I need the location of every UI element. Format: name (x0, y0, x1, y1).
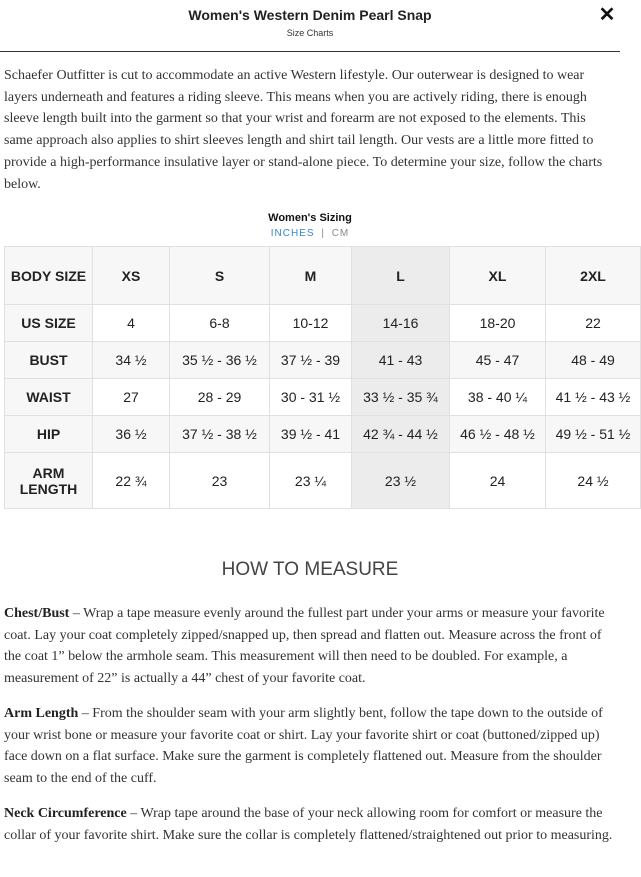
how-to-measure-heading: HOW TO MEASURE (221, 559, 399, 581)
table-cell: 28 - 29 (170, 379, 270, 416)
table-corner-header: BODY SIZE (5, 247, 93, 305)
size-column-header: L (352, 247, 450, 305)
table-cell: 34 ½ (93, 342, 170, 379)
size-column-header: XL (450, 247, 546, 305)
table-cell: 42 ¾ - 44 ½ (352, 416, 450, 453)
measure-arm (4, 703, 616, 789)
measure-term: Chest/Bust (4, 606, 70, 622)
modal-header (0, 0, 620, 52)
table-cell: 4 (93, 305, 170, 342)
table-cell: 39 ½ - 41 (270, 416, 352, 453)
table-cell: 49 ½ - 51 ½ (546, 416, 641, 453)
row-label: US SIZE (5, 305, 93, 342)
table-cell: 22 ¾ (93, 453, 170, 509)
table-cell: 6-8 (170, 305, 270, 342)
table-row (5, 416, 641, 453)
row-label: BUST (5, 342, 93, 379)
unit-toggle (0, 228, 620, 239)
measure-chest (4, 603, 616, 689)
row-label: WAIST (5, 379, 93, 416)
intro-paragraph: Schaefer Outfitter is cut to accommodate an active Western lifestyle. Our outerwear is designed to wear layers underneath and features a riding sleeve. This means when you are actively riding, there is enough sleeve length built into the garment so that your wrist and forearm are not exposed to the elements. This same approach also applies to shirt sleeves length and shirt tail length. Our vests are a little more fitted to provide a high-performance insulative layer or stand-alone piece. To determine your size, follow the charts below. (4, 68, 603, 192)
table-cell: 30 - 31 ½ (270, 379, 352, 416)
table-cell: 37 ½ - 39 (270, 342, 352, 379)
table-cell: 24 (450, 453, 546, 509)
unit-inches-tab[interactable]: INCHES (270, 228, 315, 240)
measure-neck (4, 803, 616, 846)
size-column-header: M (270, 247, 352, 305)
row-label: HIP (5, 416, 93, 453)
unit-cm-tab[interactable]: CM (331, 228, 350, 240)
measure-term: Neck Circumference (4, 806, 127, 822)
table-cell: 38 - 40 ¼ (450, 379, 546, 416)
table-row (5, 305, 641, 342)
table-row (5, 379, 641, 416)
size-column-header: 2XL (546, 247, 641, 305)
size-column-header: XS (93, 247, 170, 305)
sizing-title: Women's Sizing (268, 212, 352, 225)
table-cell: 23 ¼ (270, 453, 352, 509)
unit-separator: | (321, 228, 325, 240)
table-cell: 45 - 47 (450, 342, 546, 379)
table-cell: 37 ½ - 38 ½ (170, 416, 270, 453)
table-cell: 23 (170, 453, 270, 509)
table-row (5, 453, 641, 509)
measure-term: Arm Length (4, 706, 79, 722)
table-cell: 23 ½ (352, 453, 450, 509)
table-header-row (5, 247, 641, 305)
table-cell: 27 (93, 379, 170, 416)
table-cell: 35 ½ - 36 ½ (170, 342, 270, 379)
row-label: ARM LENGTH (5, 453, 93, 509)
measure-text: – From the shoulder seam with your arm slightly bent, follow the tape down to the outside of your wrist bone or measure your favorite coat or shirt. Lay your favorite shirt or coat (buttoned/zipped up) face down on a flat surface. Make sure the garment is completely flattened out. Measure from the shoulder seam to the end of the cuff. (4, 706, 603, 786)
measure-text: – Wrap a tape measure evenly around the fullest part under your arms or measure your favorite coat. Lay your coat completely zipped/snapped up, then spread and flatten out. Measure across the front of the coat 1” below the armhole seam. This measurement will then need to be doubled. For example, a measurement of 22” is actually a 44” chest of your favorite coat. (4, 606, 605, 686)
table-cell: 10-12 (270, 305, 352, 342)
table-cell: 36 ½ (93, 416, 170, 453)
measure-text: – Wrap tape around the base of your neck allowing room for comfort or measure the collar of your favorite shirt. Make sure the collar is completely flattened/straightened out prior to measuring. (4, 806, 613, 843)
size-chart-table (4, 246, 641, 509)
table-cell: 46 ½ - 48 ½ (450, 416, 546, 453)
table-cell: 18-20 (450, 305, 546, 342)
modal-subtitle: Size Charts (286, 28, 334, 38)
table-cell: 14-16 (352, 305, 450, 342)
size-column-header: S (170, 247, 270, 305)
table-cell: 41 - 43 (352, 342, 450, 379)
table-cell: 33 ½ - 35 ¾ (352, 379, 450, 416)
modal-title: Women's Western Denim Pearl Snap (188, 7, 432, 23)
table-row (5, 342, 641, 379)
close-icon[interactable]: ✕ (598, 4, 616, 26)
table-cell: 22 (546, 305, 641, 342)
table-cell: 48 - 49 (546, 342, 641, 379)
table-cell: 24 ½ (546, 453, 641, 509)
table-cell: 41 ½ - 43 ½ (546, 379, 641, 416)
